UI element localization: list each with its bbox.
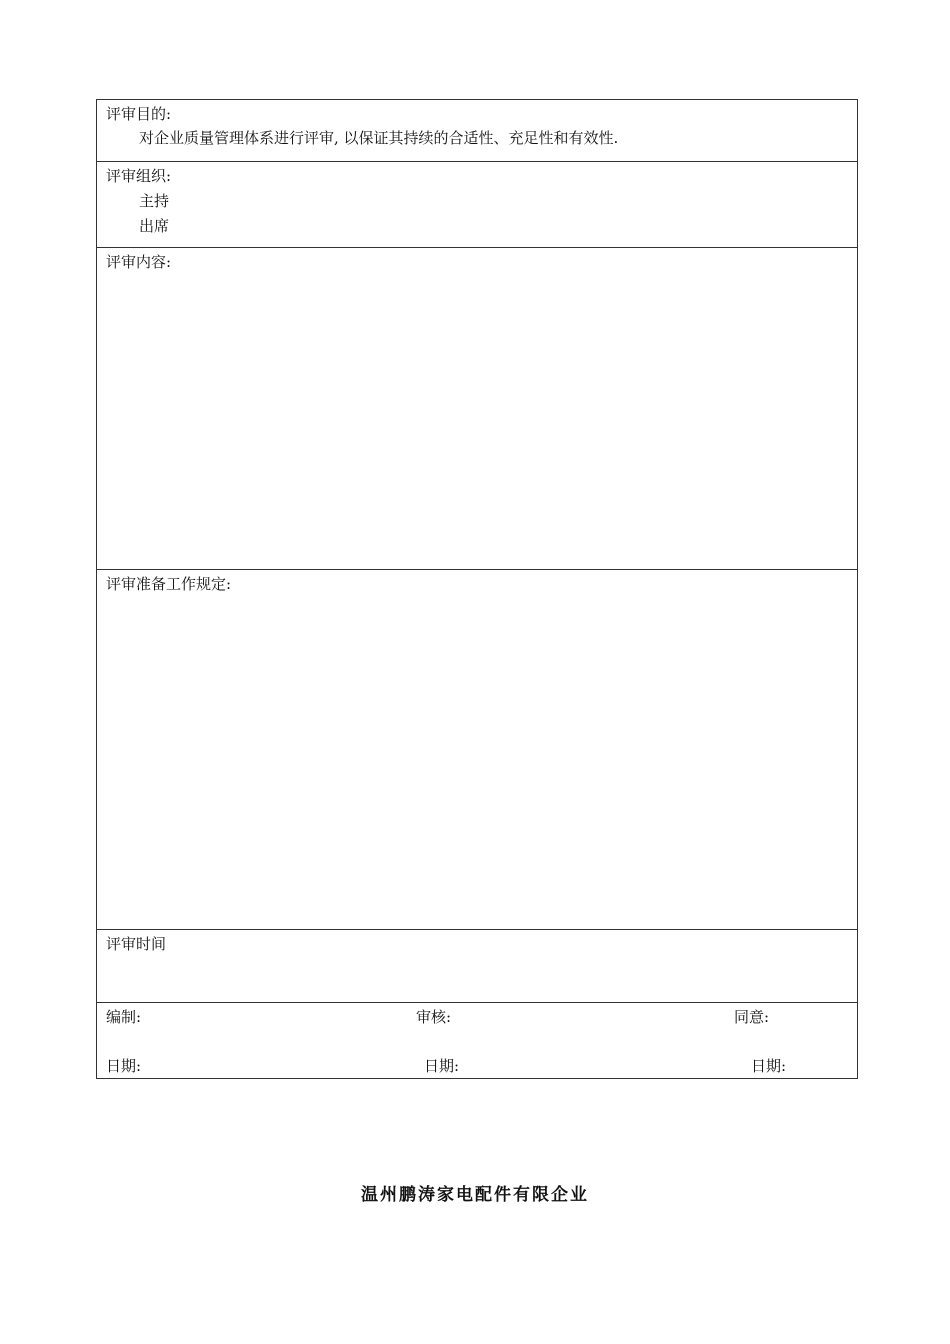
review-plan-form xyxy=(96,99,858,1079)
purpose-text: 对企业质量管理体系进行评审, 以保证其持续的合适性、充足性和有效性. xyxy=(139,129,619,147)
purpose-row xyxy=(97,100,857,162)
purpose-label: 评审目的: xyxy=(106,105,172,123)
attendees-label: 出席 xyxy=(139,217,170,235)
time-label: 评审时间 xyxy=(106,935,167,953)
compiled-label: 编制: xyxy=(106,1008,142,1026)
time-row xyxy=(97,930,857,1003)
preparation-label: 评审准备工作规定: xyxy=(106,575,232,593)
organization-row xyxy=(97,162,857,248)
date-compiled-label: 日期: xyxy=(106,1057,142,1075)
host-label: 主持 xyxy=(139,192,170,210)
reviewed-label: 审核: xyxy=(416,1008,452,1026)
organization-label: 评审组织: xyxy=(106,167,172,185)
preparation-row xyxy=(97,570,857,930)
company-name: 温州鹏涛家电配件有限企业 xyxy=(361,1185,589,1205)
date-reviewed-label: 日期: xyxy=(424,1057,460,1075)
content-row xyxy=(97,248,857,570)
signoff-row xyxy=(97,1003,857,1078)
approved-label: 同意: xyxy=(734,1008,770,1026)
date-approved-label: 日期: xyxy=(751,1057,787,1075)
content-label: 评审内容: xyxy=(106,253,172,271)
